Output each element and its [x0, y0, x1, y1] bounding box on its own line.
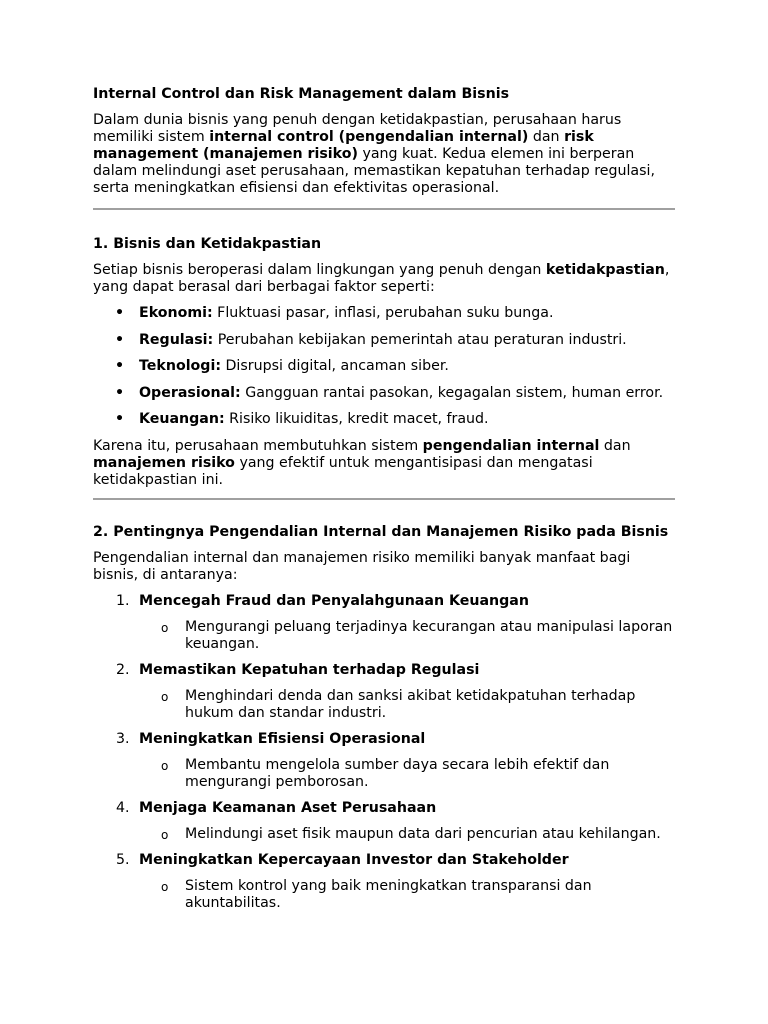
- intro-bold-1: internal control (pengendalian internal): [209, 129, 529, 145]
- item-number: 4.: [116, 799, 130, 816]
- s1-concl-text-2: dan: [599, 437, 631, 454]
- intro-text-2: dan: [528, 129, 565, 145]
- section-2-intro: Pengendalian internal dan manajemen risiko memiliki banyak manfaat bagi bisnis, di antaranya:: [93, 549, 631, 583]
- list-item: [93, 385, 675, 402]
- section-1-conclusion: [93, 438, 675, 489]
- factor-text: Gangguan rantai pasokan, kegagalan sistem, human error.: [240, 384, 664, 401]
- list-item: [93, 411, 675, 428]
- list-item: [93, 593, 675, 653]
- benefit-detail: [139, 688, 675, 722]
- benefit-detail: [139, 826, 675, 843]
- factor-label: Teknologi:: [139, 358, 221, 374]
- factor-label: Keuangan:: [139, 411, 225, 427]
- intro-bold-2: risk management (manajemen risiko): [93, 129, 594, 162]
- uncertainty-factor-list: [93, 305, 675, 428]
- item-number: 2.: [116, 661, 130, 678]
- bullet-icon: •: [115, 384, 125, 401]
- s1-concl-text-3: yang efektif untuk mengantisipasi dan mengatasi ketidakpastian ini.: [93, 454, 593, 488]
- intro-paragraph: [93, 112, 675, 197]
- benefit-title: Mencegah Fraud dan Penyalahgunaan Keuangan: [139, 592, 529, 609]
- intro-text-1: Dalam dunia bisnis yang penuh dengan ketidakpastian, perusahaan harus memiliki sistem: [93, 112, 622, 145]
- list-item: [93, 662, 675, 722]
- item-number: 1.: [116, 592, 130, 609]
- benefit-title: Memastikan Kepatuhan terhadap Regulasi: [139, 661, 480, 678]
- section-2-heading: 2. Pentingnya Pengendalian Internal dan Manajemen Risiko pada Bisnis: [93, 523, 669, 540]
- list-item: [93, 800, 675, 843]
- factor-label: Ekonomi:: [139, 305, 213, 321]
- factor-label: Operasional:: [139, 384, 241, 401]
- factor-text: Disrupsi digital, ancaman siber.: [221, 358, 449, 374]
- s1-concl-bold-2: manajemen risiko: [93, 454, 235, 471]
- item-number: 3.: [116, 730, 130, 747]
- s1-intro-text-1: Setiap bisnis beroperasi dalam lingkungan yang penuh dengan: [93, 262, 546, 278]
- document-title: Internal Control dan Risk Management dalam Bisnis: [93, 86, 510, 102]
- document-page: [93, 86, 675, 921]
- list-item: [93, 852, 675, 912]
- benefit-detail-text: Membantu mengelola sumber daya secara lebih efektif dan mengurangi pemborosan.: [185, 756, 610, 790]
- circle-bullet-icon: o: [161, 827, 169, 842]
- benefit-detail: [139, 878, 675, 912]
- benefit-detail-text: Menghindari denda dan sanksi akibat ketidakpatuhan terhadap hukum dan standar industri.: [185, 687, 636, 721]
- section-1-intro: [93, 262, 675, 296]
- benefit-detail: [139, 757, 675, 791]
- benefit-title: Meningkatkan Kepercayaan Investor dan Stakeholder: [139, 851, 569, 868]
- benefit-title: Meningkatkan Efisiensi Operasional: [139, 730, 426, 747]
- section-1-heading: 1. Bisnis dan Ketidakpastian: [93, 236, 322, 252]
- list-item: [93, 358, 675, 375]
- benefit-detail: [139, 619, 675, 653]
- bullet-icon: •: [115, 331, 125, 348]
- bullet-icon: •: [115, 411, 125, 427]
- factor-text: Perubahan kebijakan pemerintah atau peraturan industri.: [213, 331, 627, 348]
- list-item: [93, 332, 675, 349]
- benefit-title: Menjaga Keamanan Aset Perusahaan: [139, 799, 437, 816]
- list-item: [93, 731, 675, 791]
- section-divider: [93, 208, 675, 210]
- factor-text: Risiko likuiditas, kredit macet, fraud.: [224, 411, 489, 427]
- s1-concl-text-1: Karena itu, perusahaan membutuhkan sistem: [93, 437, 423, 454]
- intro-text-3: yang kuat. Kedua elemen ini berperan dalam melindungi aset perusahaan, memastikan kepatuhan terhadap regulasi, serta meningkatkan efisiensi dan efektivitas operasional.: [93, 146, 655, 196]
- list-item: [93, 305, 675, 322]
- s1-concl-bold-1: pengendalian internal: [422, 437, 600, 454]
- s1-intro-text-2: , yang dapat berasal dari berbagai faktor seperti:: [93, 262, 670, 295]
- bullet-icon: •: [115, 305, 125, 321]
- circle-bullet-icon: o: [161, 879, 169, 894]
- s1-intro-bold: ketidakpastian: [545, 262, 665, 278]
- benefit-detail-text: Sistem kontrol yang baik meningkatkan transparansi dan akuntabilitas.: [185, 877, 592, 911]
- benefit-detail-text: Melindungi aset fisik maupun data dari pencurian atau kehilangan.: [185, 825, 661, 842]
- item-number: 5.: [116, 851, 130, 868]
- circle-bullet-icon: o: [161, 689, 169, 704]
- factor-label: Regulasi:: [139, 331, 214, 348]
- section-divider: [93, 498, 675, 500]
- bullet-icon: •: [115, 358, 125, 374]
- factor-text: Fluktuasi pasar, inflasi, perubahan suku bunga.: [212, 305, 554, 321]
- circle-bullet-icon: o: [161, 620, 169, 635]
- benefit-detail-text: Mengurangi peluang terjadinya kecurangan atau manipulasi laporan keuangan.: [185, 618, 673, 652]
- benefits-list: [93, 593, 675, 912]
- circle-bullet-icon: o: [161, 758, 169, 773]
